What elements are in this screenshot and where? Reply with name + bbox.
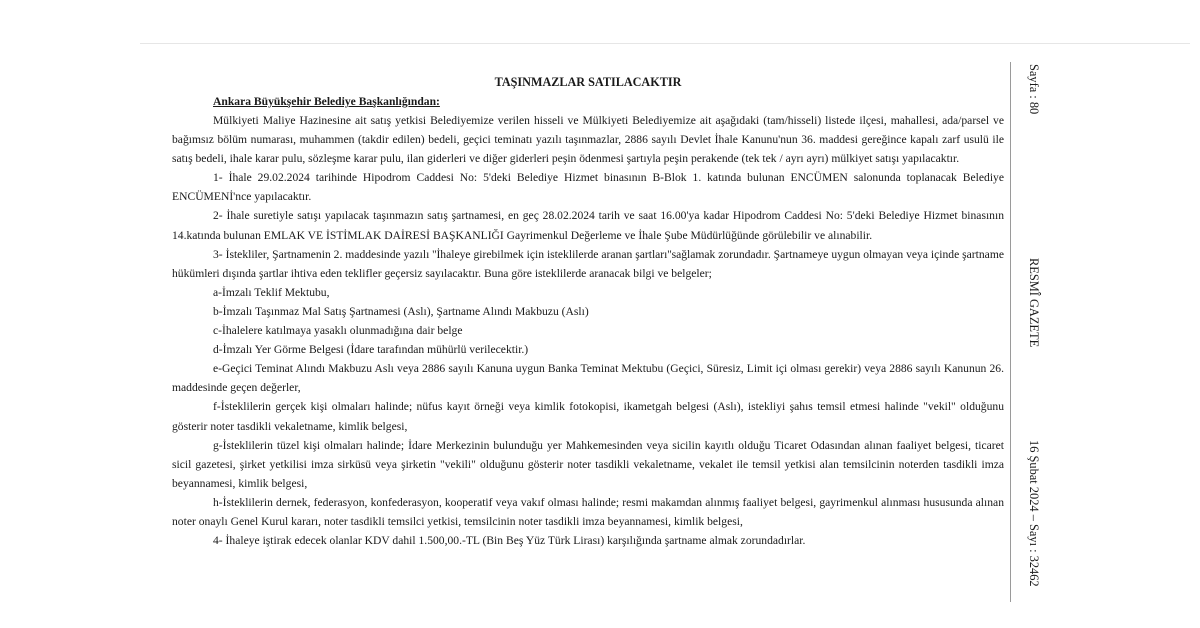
margin-divider	[1010, 62, 1011, 602]
list-item-d: d-İmzalı Yer Görme Belgesi (İdare tarafından mühürlü verilecektir.)	[213, 343, 529, 357]
article-2: 2- İhale suretiyle satışı yapılacak taşınmazın satış şartnamesi, en geç 28.02.2024 tarih ve saat 16.00'ya kadar Hipodrom Caddesi No: 5'deki Belediye Hizmet binasının 14.katında bulunan EMLAK VE İSTİMLAK DAİRESİ BAŞKANLIĞI Gayrimenkul Değerleme ve İhale Şube Müdürlüğünde görülebilir ve alınabilir.	[172, 209, 1004, 242]
article-3: 3- İstekliler, Şartnamenin 2. maddesinde yazılı ''İhaleye girebilmek için isteklilerde aranan şartları''sağlamak zorundadır. Şartnameye uygun olmayan veya içinde şartname hükümleri dışında şartlar ihtiva eden teklifler geçersiz sayılacaktır. Buna göre isteklilerde aranacak bilgi ve belgeler;	[172, 247, 1004, 280]
intro-paragraph: Mülkiyeti Maliye Hazinesine ait satış yetkisi Belediyemize verilen hisseli ve Mülkiyeti Belediyemize ait aşağıdaki (tam/hisseli) listede ilçesi, mahallesi, ada/parsel ve bağımsız bölüm numarası, muhammen (takdir edilen) bedeli, geçici teminatı yazılı taşınmazlar, 2886 sayılı Devlet İhale Kanunu'nun 36. maddesi gereğince kapalı zarf usulü ile satış bedeli, ihale karar pulu, sözleşme karar pulu, ilan giderleri ve diğer giderleri peşin ödenmesi şartıyla peşin perakende (tek tek / ayrı ayrı) mülkiyet satışı yapılacaktır.	[172, 114, 1004, 166]
list-item-c: c-İhalelere katılmaya yasaklı olunmadığına dair belge	[213, 324, 463, 338]
top-divider	[140, 43, 1190, 44]
list-item-a: a-İmzalı Teklif Mektubu,	[213, 285, 330, 299]
issuing-office: Ankara Büyükşehir Belediye Başkanlığından:	[213, 95, 440, 108]
gazette-name: RESMÎ GAZETE	[1027, 258, 1041, 348]
article-1: 1- İhale 29.02.2024 tarihinde Hipodrom Caddesi No: 5'deki Belediye Hizmet binasının B-Blok 1. katında bulunan ENCÜMEN salonunda toplanacak Belediye ENCÜMENİ'nce yapılacaktır.	[172, 171, 1004, 204]
notice-title: TAŞINMAZLAR SATILACAKTIR	[494, 75, 682, 89]
article-4: 4- İhaleye iştirak edecek olanlar KDV dahil 1.500,00.-TL (Bin Beş Yüz Türk Lirası) karşılığında şartname almak zorundadırlar.	[213, 534, 806, 548]
list-item-b: b-İmzalı Taşınmaz Mal Satış Şartnamesi (Aslı), Şartname Alındı Makbuzu (Aslı)	[213, 304, 589, 318]
list-item-e: e-Geçici Teminat Alındı Makbuzu Aslı veya 2886 sayılı Kanuna uygun Banka Teminat Mektubu (Geçici, Süresiz, Limit içi olması gerekir) veya 2886 sayılı Kanunun 26. maddesinde geçen değerler,	[172, 362, 1004, 395]
page-number: Sayfa : 80	[1027, 64, 1041, 115]
list-item-h: h-İsteklilerin dernek, federasyon, konfederasyon, kooperatif veya vakıf olması halinde; resmi makamdan alınmış faaliyet belgesi, gayrimenkul alınması hususunda alınan noter onaylı Genel Kurul kararı, noter tasdikli temsilci yetkisi, temsilcinin noter tasdikli imza beyannamesi, kimlik belgesi,	[172, 495, 1004, 528]
list-item-f: f-İsteklilerin gerçek kişi olmaları halinde; nüfus kayıt örneği veya kimlik fotokopisi, ikametgah belgesi (Aslı), istekliyi şahıs temsil etmesi halinde "vekil" olduğunu gösterir noter tasdikli vekaletname, kimlik belgesi,	[172, 400, 1004, 433]
list-item-g: g-İsteklilerin tüzel kişi olmaları halinde; İdare Merkezinin bulunduğu yer Mahkemesinden veya sicilin kayıtlı olduğu Ticaret Odasından alınan faaliyet belgesi, ticaret sicil gazetesi, şirket yetkilisi imza sirküsü veya şirketin "vekili" olduğunu gösterir noter tasdikli vekaletname, vekalet ile temsil yetkisi alan temsilcinin noterden tasdikli imza beyannamesi, kimlik belgesi,	[172, 438, 1004, 490]
issue-date: 16 Şubat 2024 – Sayı : 32462	[1027, 440, 1041, 587]
notice-body	[172, 72, 1004, 550]
